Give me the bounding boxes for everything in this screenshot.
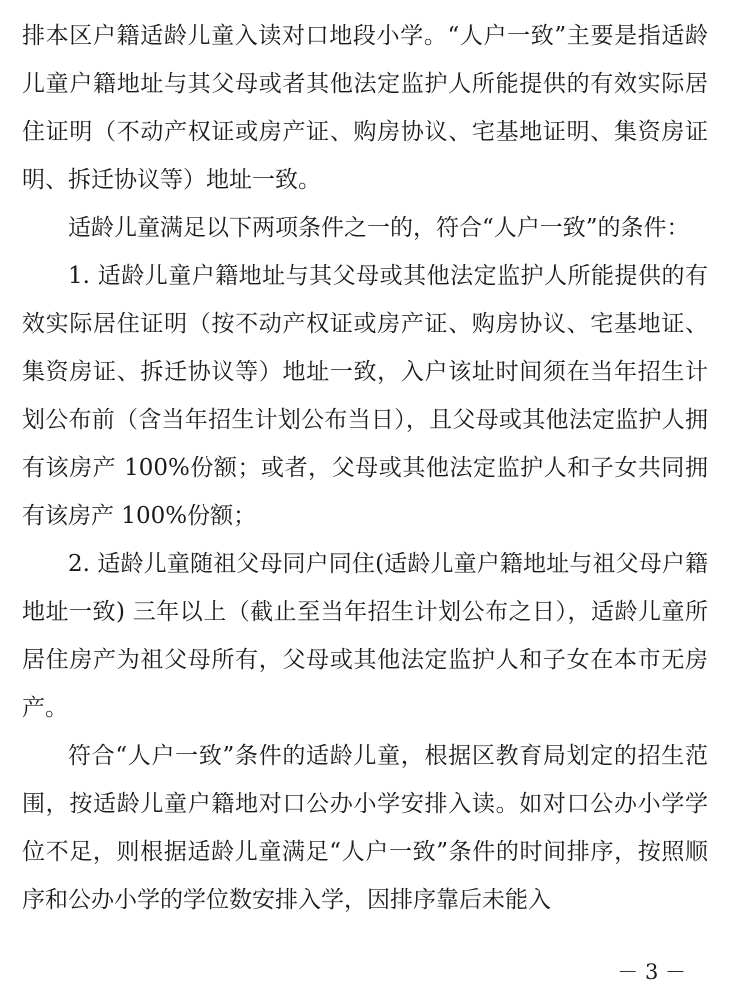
body-text — [22, 12, 708, 924]
page-number: － 3 － — [617, 960, 686, 984]
paragraph-1: 排本区户籍适龄儿童入读对口地段小学。“人户一致”主要是指适龄儿童户籍地址与其父母或者其他法定监护人所能提供的有效实际居住证明（不动产权证或房产证、购房协议、宅基地证明、集资房证明、拆迁协议等）地址一致。 — [22, 23, 708, 193]
paragraph-3: 1. 适龄儿童户籍地址与其父母或其他法定监护人所能提供的有效实际居住证明（按不动产权证或房产证、购房协议、宅基地证、集资房证、拆迁协议等）地址一致，入户该址时间须在当年招生计划公布前（含当年招生计划公布当日），且父母或其他法定监护人拥有该房产 100%份额；或者，父母或其他法定监护人和子女共同拥有该房产 100%份额； — [22, 263, 708, 529]
paragraph-2: 适龄儿童满足以下两项条件之一的，符合“人户一致”的条件： — [68, 215, 690, 241]
paragraph-5: 符合“人户一致”条件的适龄儿童，根据区教育局划定的招生范围，按适龄儿童户籍地对口公办小学安排入读。如对口公办小学学位不足，则根据适龄儿童满足“人户一致”条件的时间排序，按照顺序和公办小学的学位数安排入学，因排序靠后未能入 — [22, 743, 708, 913]
paragraph-4: 2. 适龄儿童随祖父母同户同住(适龄儿童户籍地址与祖父母户籍地址一致) 三年以上（截止至当年招生计划公布之日），适龄儿童所居住房产为祖父母所有，父母或其他法定监护人和子女在本市无房产。 — [22, 551, 708, 721]
